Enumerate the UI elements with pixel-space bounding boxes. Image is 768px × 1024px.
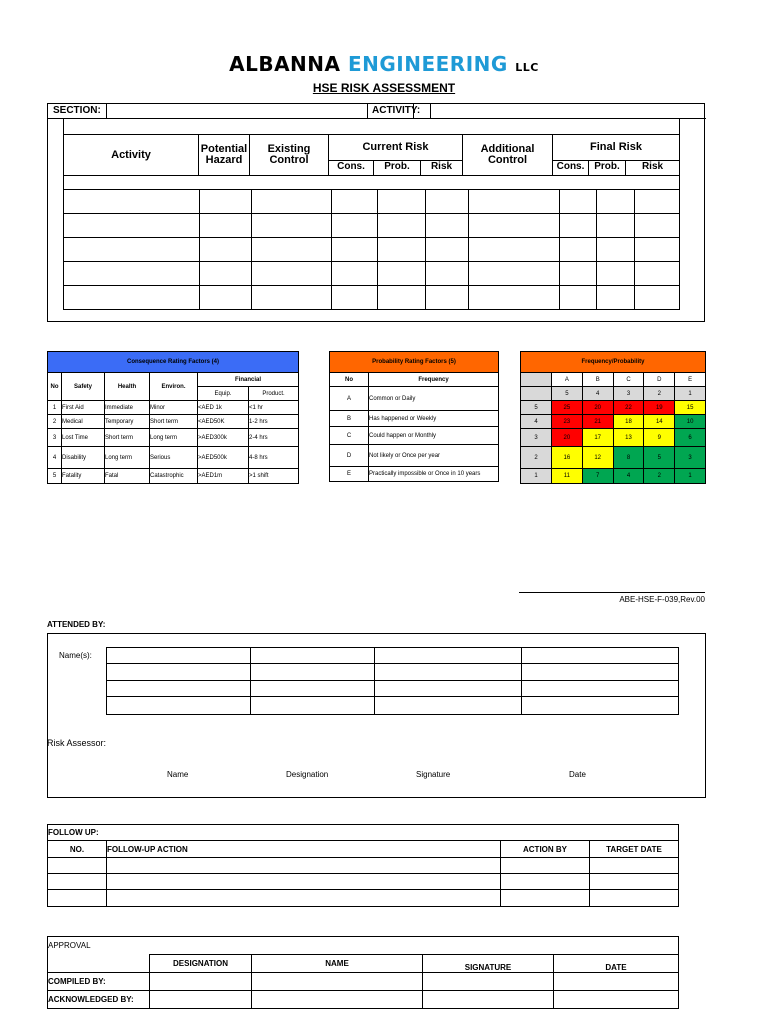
company-suffix: LLC	[515, 61, 539, 74]
acknowledged-by-label: ACKNOWLEDGED BY:	[48, 991, 150, 1009]
col-name: NAME	[252, 955, 423, 973]
compiled-by-label: COMPILED BY:	[48, 973, 150, 991]
risk-rows	[63, 189, 680, 310]
col-additional-control: Additional Control	[462, 134, 553, 176]
current-cons: Cons.	[328, 160, 374, 176]
company-name-part1: ALBANNA	[229, 52, 341, 76]
col-final-risk: Final Risk	[552, 134, 680, 161]
company-name-part2: ENGINEERING	[347, 52, 508, 76]
consequence-rating-table: Consequence Rating Factors (4) No Safety Health Environ. Financial Equip. Product. 1 First Aid Immediate Minor <AED 1k <1 hr 2 Medical Temporary Short term <AED50K 1-2 hrs 3 Lost Time Short term Long term >AED300k 2-4 hrs 4 Disability Long term Serious >AED500k 4-8 hrs 5 Fatality Fatal Catastrophic >AED1m >1 shift	[47, 351, 299, 484]
names-label: Name(s):	[59, 651, 92, 660]
matrix-row: 5 25 20 22 19 15	[521, 401, 706, 415]
matrix-row: 4 23 21 18 14 10	[521, 415, 706, 429]
table-row	[64, 190, 680, 214]
probability-title: Probability Rating Factors (5)	[330, 352, 499, 373]
attended-by-box	[47, 633, 706, 798]
col-designation: DESIGNATION	[150, 955, 252, 973]
table-row	[64, 214, 680, 238]
risk-assessor-label: Risk Assessor:	[47, 738, 107, 748]
activity-label: ACTIVITY:	[372, 105, 421, 116]
col-action-by: ACTION BY	[501, 841, 590, 858]
probability-rating-table: Probability Rating Factors (5) No Frequency A Common or Daily B Has happened or Weekly C Could happen or Monthly D Not likely or Once per year E Practically impossible or Once in 10 years	[329, 351, 499, 482]
current-risk: Risk	[420, 160, 463, 176]
table-row	[48, 858, 679, 874]
table-row	[64, 238, 680, 262]
final-cons: Cons.	[552, 160, 589, 176]
table-row: D Not likely or Once per year	[330, 445, 499, 467]
table-row: 3 Lost Time Short term Long term >AED300k 2-4 hrs	[48, 429, 299, 447]
matrix-row: 2 16 12 8 5 3	[521, 447, 706, 469]
table-row	[48, 874, 679, 890]
sig-date-label: Date	[569, 770, 586, 779]
matrix-row: 1 11 7 4 2 1	[521, 469, 706, 484]
col-no: NO.	[48, 841, 107, 858]
col-existing-control: Existing Control	[249, 134, 329, 176]
document-reference: ABE-HSE-F-039,Rev.00	[519, 592, 705, 604]
table-row: B Has happened or Weekly	[330, 411, 499, 427]
final-prob: Prob.	[588, 160, 626, 176]
matrix-row: 3 20 17 13 9 6	[521, 429, 706, 447]
final-risk: Risk	[625, 160, 680, 176]
follow-up-table	[47, 824, 679, 907]
risk-matrix: Frequency/Probability A B C D E 5 4 3 2 1 5 25 20 22 19 15 4 23 21 18 14 10 3 20 17 13 9 6 2 16 12 8 5 3 1 11 7 4 2 1	[520, 351, 706, 484]
col-signature: SIGNATURE	[423, 955, 554, 973]
table-row	[64, 262, 680, 286]
sig-signature-label: Signature	[416, 770, 451, 779]
section-label: SECTION:	[53, 105, 101, 116]
table-row: 5 Fatality Fatal Catastrophic >AED1m >1 shift	[48, 469, 299, 484]
table-row: A Common or Daily	[330, 387, 499, 411]
table-row: 4 Disability Long term Serious >AED500k 4-8 hrs	[48, 447, 299, 469]
table-row	[48, 890, 679, 907]
approval-title: APPROVAL	[48, 937, 679, 955]
col-date: DATE	[554, 955, 679, 973]
col-potential-hazard: Potential Hazard	[198, 134, 250, 176]
current-prob: Prob.	[373, 160, 421, 176]
activity-field[interactable]	[430, 103, 706, 119]
matrix-title: Frequency/Probability	[521, 352, 706, 373]
table-row: E Practically impossible or Once in 10 years	[330, 467, 499, 482]
table-row	[48, 991, 679, 1009]
table-row	[64, 286, 680, 310]
sig-name-label: Name	[167, 770, 189, 779]
table-row	[48, 973, 679, 991]
col-current-risk: Current Risk	[328, 134, 463, 161]
follow-up-title: FOLLOW UP:	[48, 825, 679, 841]
col-activity: Activity	[63, 134, 199, 176]
table-row: 1 First Aid Immediate Minor <AED 1k <1 hr	[48, 401, 299, 415]
col-target-date: TARGET DATE	[590, 841, 679, 858]
col-follow-up-action: FOLLOW-UP ACTION	[107, 841, 501, 858]
form-title: HSE RISK ASSESSMENT	[312, 81, 456, 95]
names-grid	[106, 647, 679, 715]
table-row: 2 Medical Temporary Short term <AED50K 1-2 hrs	[48, 415, 299, 429]
risk-assessment-table	[47, 103, 705, 322]
attended-by-label: ATTENDED BY:	[47, 620, 106, 629]
table-row: C Could happen or Monthly	[330, 427, 499, 445]
consequence-title: Consequence Rating Factors (4)	[48, 352, 299, 373]
approval-table	[47, 936, 679, 1009]
company-logo	[0, 52, 768, 76]
sig-designation-label: Designation	[286, 770, 329, 779]
